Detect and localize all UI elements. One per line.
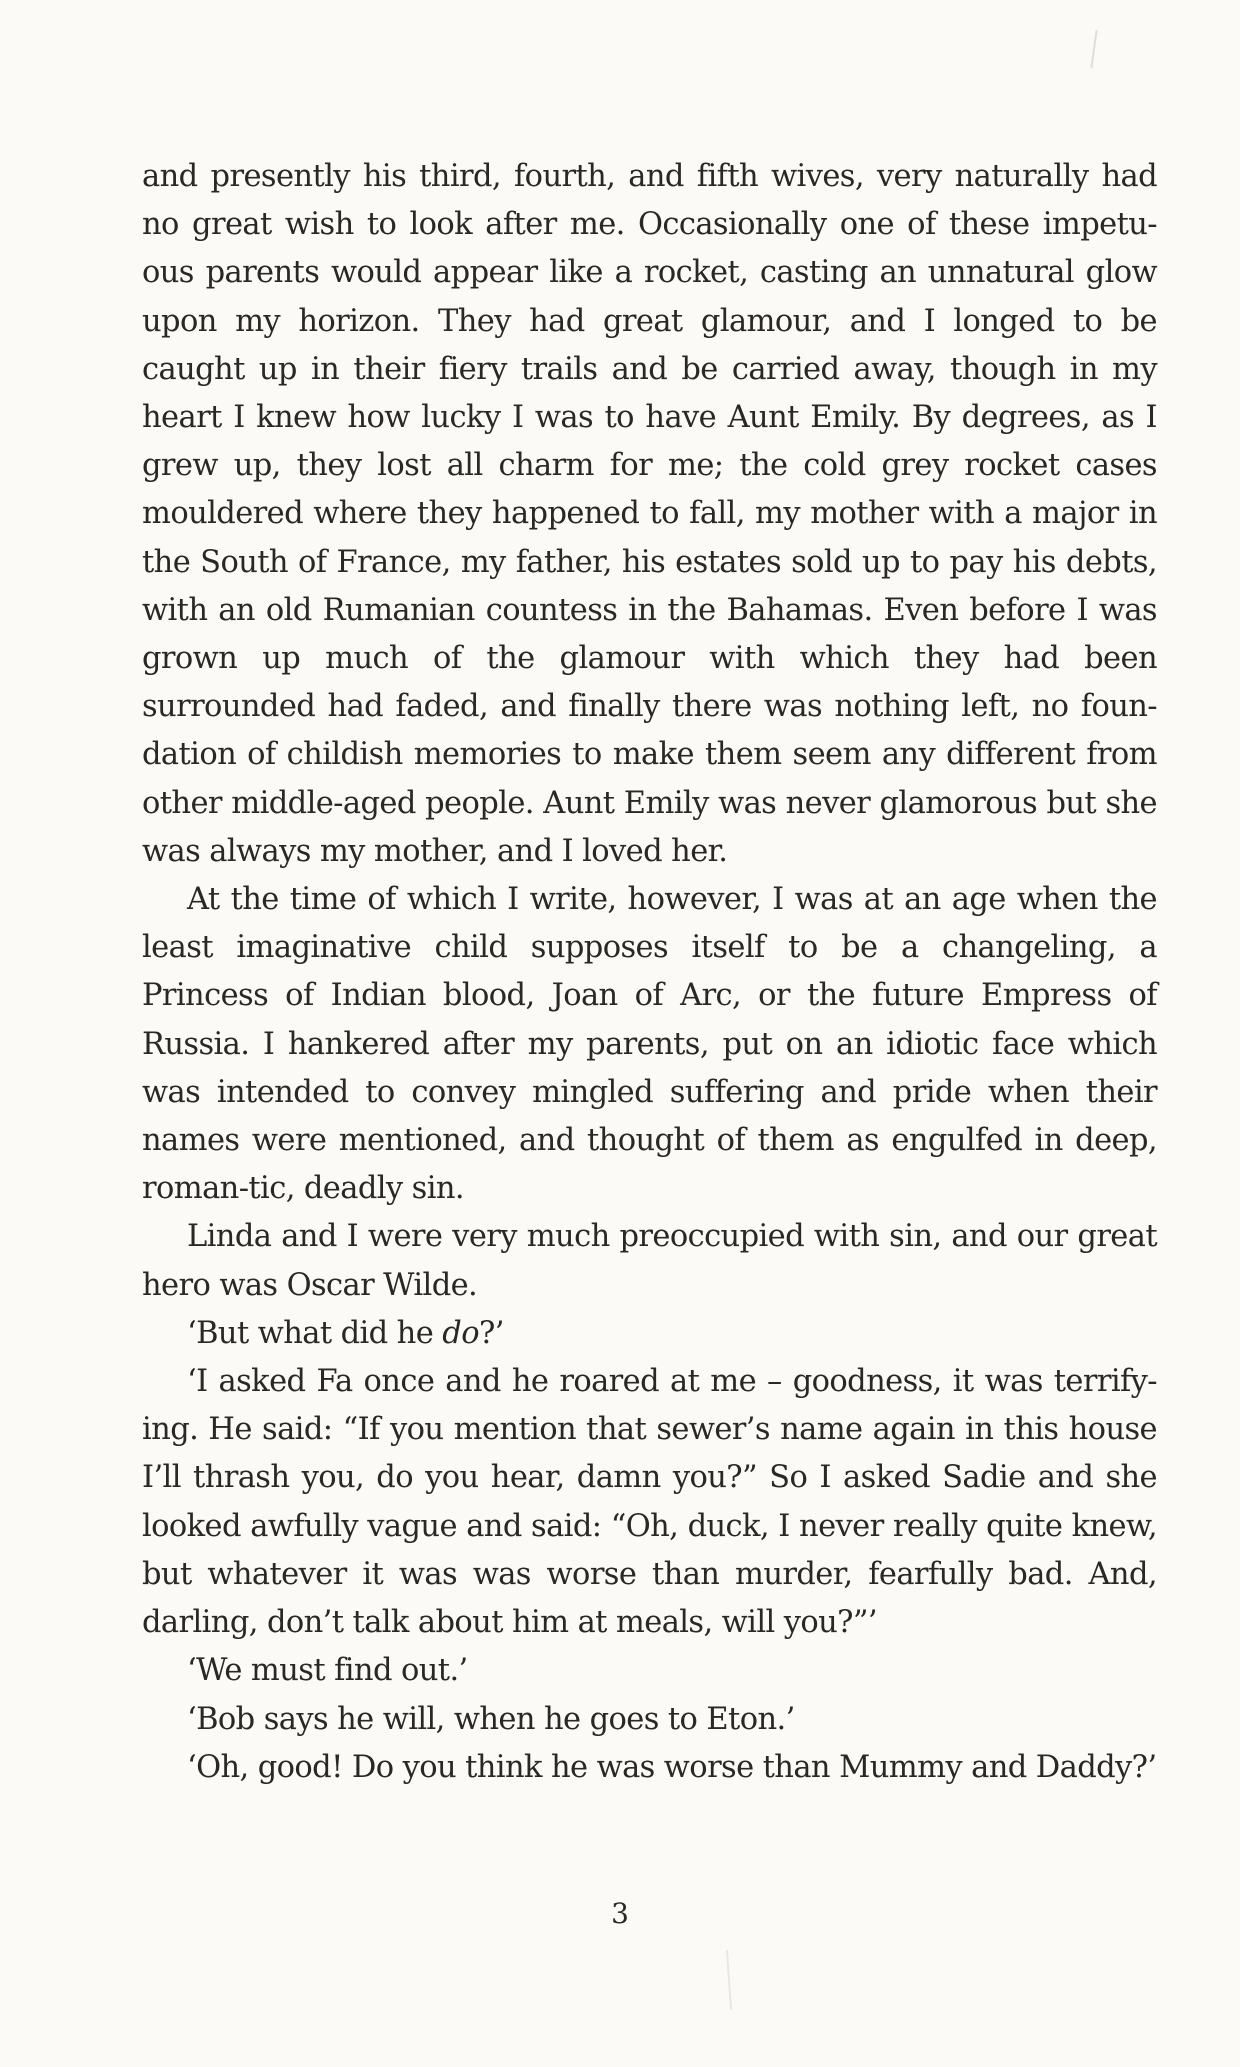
paragraph-5: ‘I asked Fa once and he roared at me – goodness, it was terrify-ing. He said: “If you mention that sewer’s name again in this house I’ll thrash you, do you hear, damn you?” So I asked Sadie and she looked awfully vague and said: “Oh, duck, I never really quite knew, but whatever it was was worse than murder, fearfully bad. And, darling, don’t talk about him at meals, will you?”’ xyxy=(142,1364,1157,1641)
paragraph-4-start: ‘But what did he xyxy=(187,1315,443,1351)
paragraph-4-italic: do xyxy=(442,1315,479,1351)
body-text xyxy=(142,153,1157,1792)
paragraph-4-end: ?’ xyxy=(478,1315,504,1351)
paragraph-3: Linda and I were very much preoccupied with sin, and our great hero was Oscar Wilde. xyxy=(142,1219,1157,1303)
paper-crease-mark xyxy=(726,1950,732,2010)
paragraph-7: ‘Bob says he will, when he goes to Eton.’ xyxy=(187,1701,795,1737)
paper-edge-mark xyxy=(1090,30,1097,68)
paragraph-8: ‘Oh, good! Do you think he was worse than Mummy and Daddy?’ xyxy=(187,1749,1157,1785)
paragraph-6: ‘We must find out.’ xyxy=(187,1653,468,1689)
paragraph-2: At the time of which I write, however, I was at an age when the least imaginative child supposes itself to be a changeling, a Princess of Indian blood, Joan of Arc, or the future Empress of Russia. I hankered after my parents, put on an idiotic face which was intended to convey mingled suffering and pride when their names were mentioned, and thought of them as engulfed in deep, roman-tic, deadly sin. xyxy=(142,882,1157,1207)
paragraph-1: and presently his third, fourth, and fifth wives, very naturally had no great wish to look after me. Occasionally one of these impetu-ous parents would appear like a rocket, casting an unnatural glow upon my horizon. They had great glamour, and I longed to be caught up in their fiery trails and be carried away, though in my heart I knew how lucky I was to have Aunt Emily. By degrees, as I grew up, they lost all charm for me; the cold grey rocket cases mouldered where they happened to fall, my mother with a major in the South of France, my father, his estates sold up to pay his debts, with an old Rumanian countess in the Bahamas. Even before I was grown up much of the glamour with which they had been surrounded had faded, and finally there was nothing left, no foun-dation of childish memories to make them seem any different from other middle-aged people. Aunt Emily was never glamorous but she was always my mother, and I loved her. xyxy=(142,159,1157,869)
paragraph-4 xyxy=(142,1310,1157,1358)
page-number: 3 xyxy=(611,1897,629,1930)
